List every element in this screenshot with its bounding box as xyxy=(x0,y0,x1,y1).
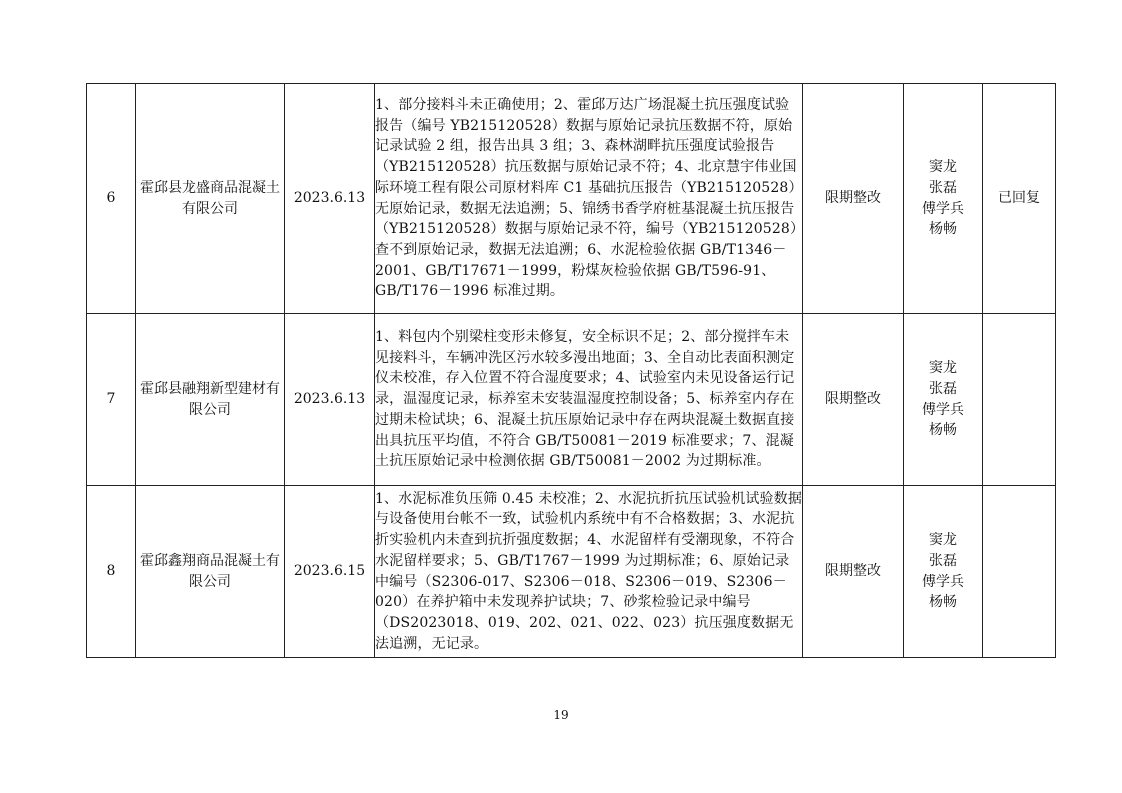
company-name: 霍邱鑫翔商品混凝土有限公司 xyxy=(136,486,285,658)
inspection-table xyxy=(86,83,1056,658)
inspectors xyxy=(904,314,983,486)
table-row xyxy=(87,84,1056,314)
inspector-name: 傅学兵 xyxy=(922,200,964,217)
inspector-name: 窦龙 xyxy=(929,159,957,176)
company-name: 霍邱县融翔新型建材有限公司 xyxy=(136,314,285,486)
inspector-name: 傅学兵 xyxy=(922,573,964,590)
inspector-name: 杨畅 xyxy=(929,422,957,439)
inspector-name: 窦龙 xyxy=(929,532,957,549)
inspectors xyxy=(904,84,983,314)
inspector-name: 张磊 xyxy=(929,179,957,196)
inspectors xyxy=(904,486,983,658)
reply-status xyxy=(983,486,1056,658)
rectification-measure: 限期整改 xyxy=(803,314,904,486)
inspector-name: 杨畅 xyxy=(929,221,957,238)
inspector-name: 杨畅 xyxy=(929,594,957,611)
page-number: 19 xyxy=(553,708,569,722)
company-name: 霍邱县龙盛商品混凝土有限公司 xyxy=(136,84,285,314)
rectification-measure: 限期整改 xyxy=(803,84,904,314)
table-row xyxy=(87,314,1056,486)
inspection-date: 2023.6.13 xyxy=(285,84,375,314)
inspection-date: 2023.6.15 xyxy=(285,486,375,658)
inspector-name: 傅学兵 xyxy=(922,401,964,418)
row-number: 8 xyxy=(87,486,136,658)
inspector-name: 窦龙 xyxy=(929,360,957,377)
issues-description: 1、部分接料斗未正确使用；2、霍邱万达广场混凝土抗压强度试验报告（编号 YB215120528）数据与原始记录抗压数据不符，原始记录试验 2 组，报告出具 3 组；3、森林湖畔抗压强度试验报告（YB215120528）抗压数据与原始记录不符；4、北京慧宇伟业国际环境工程有限公司原材料库 C1 基础抗压报告（YB215120528）无原始记录，数据无法追溯；5、锦绣书香学府桩基混凝土抗压报告（YB215120528）数据与原始记录不符，编号（YB215120528）查不到原始记录，数据无法追溯；6、水泥检验依据 GB/T1346－2001、GB/T17671－1999，粉煤灰检验依据 GB/T596-91、GB/T176－1996 标准过期。 xyxy=(375,84,803,314)
inspector-name: 张磊 xyxy=(929,380,957,397)
table-row xyxy=(87,486,1056,658)
reply-status xyxy=(983,314,1056,486)
reply-status: 已回复 xyxy=(983,84,1056,314)
row-number: 6 xyxy=(87,84,136,314)
issues-description: 1、料包内个别梁柱变形未修复，安全标识不足；2、部分搅拌车未见接料斗，车辆冲洗区污水较多漫出地面；3、全自动比表面积测定仪未校准，存入位置不符合湿度要求；4、试验室内未见设备运行记录，温湿度记录，标养室未安装温湿度控制设备；5、标养室内存在过期未检试块；6、混凝土抗压原始记录中存在两块混凝土数据直接出具抗压平均值，不符合 GB/T50081－2019 标准要求；7、混凝土抗压原始记录中检测依据 GB/T50081－2002 为过期标准。 xyxy=(375,314,803,486)
inspection-date: 2023.6.13 xyxy=(285,314,375,486)
inspector-name: 张磊 xyxy=(929,552,957,569)
issues-description: 1、水泥标准负压筛 0.45 未校准；2、水泥抗折抗压试验机试验数据与设备使用台帐不一致，试验机内系统中有不合格数据；3、水泥抗折实验机内未查到抗折强度数据；4、水泥留样有受潮现象，不符合水泥留样要求；5、GB/T1767－1999 为过期标准；6、原始记录中编号（S2306-017、S2306－018、S2306－019、S2306－020）在养护箱中未发现养护试块；7、砂浆检验记录中编号（DS2023018、019、202、021、022、023）抗压强度数据无法追溯，无记录。 xyxy=(375,486,803,658)
rectification-measure: 限期整改 xyxy=(803,486,904,658)
row-number: 7 xyxy=(87,314,136,486)
